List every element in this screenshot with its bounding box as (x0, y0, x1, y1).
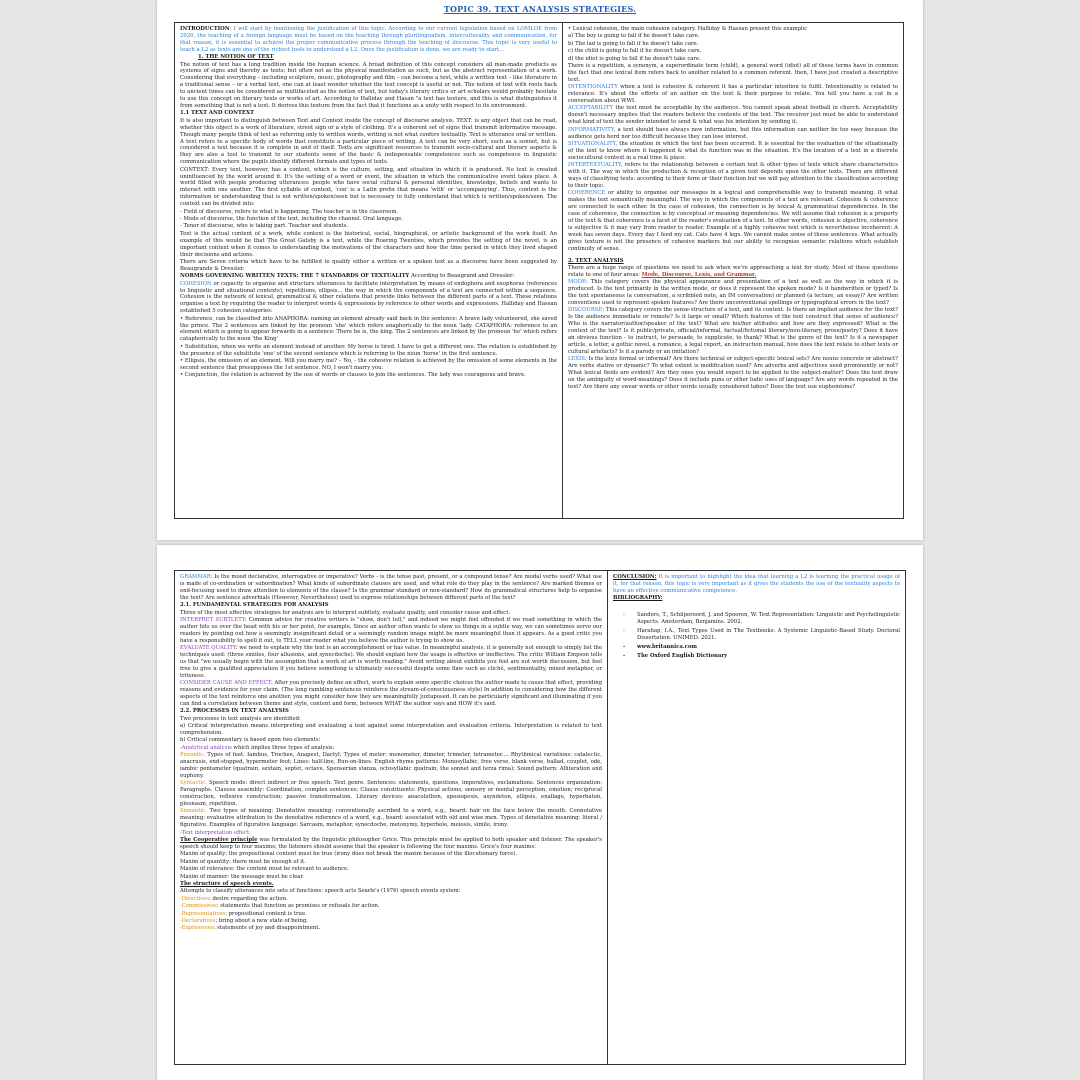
bibliography-item: - The Oxford English Dictionary (613, 653, 900, 660)
interpret-paragraph: INTERPRET SUBTLETY: Common advice for creative writers is "show, don't tell," and indeed we might feel offended if we read something in which the author hits us over the head with his or her point, for example. Since an author often wants to show us things in a subtle way, we can sometimes serve our readers by pointing out how a seemingly insignificant detail or a seemingly random image might be more meaningful than it appears. As a good critic you have a responsibility to spell it out, to TELL your reader what you believe the author is trying to show us. (180, 616, 603, 644)
introduction-paragraph: INTRODUCTION: I will start by mentioning the justification of this topic. According to our current legislation based on LOMLOE from 2020, the teaching of a foreign language must be based on the teaching through plurilingualism, interculturality and communication, for that reason, it is essential to achieve the proper communicative process through the teaching of discourse. This topic is very useful to teach a L2 as texts are one of the richest tools to understand a L2. Once the justification is done, we are ready to start... (180, 26, 557, 53)
section-heading: 1.1 TEXT AND CONTEXT (180, 110, 255, 117)
section-heading: 2. TEXT ANALYSIS (568, 257, 624, 264)
intertextuality-paragraph: INTERTEXTUALITY, refers to the relationship between a certain text & other types of texts which share characteristics with it. The way in which the production & reception of a given text depends upon the other texts. There are different ways of classifying texts: according to their form or their function but we will pay attention to the classification according to their topic. (568, 162, 898, 189)
document-page-2 (157, 545, 923, 1080)
discourse-paragraph: DISCOURSE: This category covers the sense-structure of a text, and its context. Is there an implied audience for the text? Is the audience immediate or remote? Is it large or small? Which features of the text construct that sense of audience? Who is the narrator/author/speaker of the text? What are his/her attitudes and how are they expressed? What is the context of the text? Is it public/private, official/informal, factual/fictional literary/non-literary, prose/poetry? Does it have an obvious function - to instruct, to persuade, to supplicate, to thank? What is the genre of the text? Is it a newspaper article, a letter, a gothic novel, a romance, a legal report, an instruction manual, how does the text relate to other texts or cultural artefacts? Is it a parody or an imitation? (568, 307, 898, 355)
bibliography-item: - www.britannica.com (613, 644, 900, 651)
paragraph: The notion of text has a long tradition inside the human science. A broad definition of this concept considers all man-made products as systems of signs and thereby as texts; but often not as the physical manifestation as such, but as the abstract representation of a work. Considering that everything – including sculpture, music, photography and film – can become a text, while a written text – like literature in a traditional sense – or a verbal text, one can at least wonder whether the text concept is useful or not. The notion of text with roots back to ancient times can be considered as multifaceted as the notion of text, but today's literary critics or art scholars would probably hesitate to use this concept on literary texts or works of art. According to Halliday and Hasan "a text has texture, and this is what distinguishes it from something that is not a text. It derives this texture from the fact that it functions as a unity with respect to its environment. (180, 61, 557, 109)
list-item: Maxim of quantity: there must be enough of it. (180, 858, 306, 865)
list-item: Maxim of manner: the message must be clear. (180, 873, 305, 880)
informativity-paragraph: INFORMATIVITY, a text should have always new information, but this information can neither be too easy because the audience gets bord nor too difficult because they can lose interest. (568, 126, 898, 140)
list-item: -Declaratives: bring about a new state of being. (180, 918, 308, 924)
list-item: • Reference, can be classified into ANAPHORA: naming an element already said back in the sentence: A brave lady volunteered, she saved the prince. The 2 sentences are linked by the pronoun 'she' which refers anaphorically to the noun 'lady. CATAPHORA: reference to an element which is going to appear forwards in a sentence: There he is, the king. The 2 sentences are linked by the pronoun 'he' which refers cataphorically to the noun 'the King' (180, 315, 557, 343)
section-heading: 1. THE NOTION OF TEXT (198, 54, 274, 61)
list-item: -Expressives: statements of joy and disappointment. (180, 925, 321, 932)
page-title: TOPIC 39. TEXT ANALYSIS STRATEGIES. (443, 4, 637, 14)
paragraph: There is a repetition, a synonym, a superordinate term (child), a general word (idiot) all of these terms have in common the fact that one lexical item refers back to another related to a common referent. then, I have just created a descriptive text. (568, 63, 898, 83)
section-heading: 2.2. PROCESSES IN TEXT ANALYSIS (180, 708, 289, 715)
list-item: -Directives: desire regarding the action. (180, 895, 288, 902)
list-item: - Mode of discourse, the function of the text, including the channel. Oral language. (180, 215, 403, 222)
cooperative-paragraph: The Cooperative principle was formulated by the linguistic philosopher Grice. This principle must be applied to both speaker and listener. The speaker's speech should keep to four maxims; the listeners should assume that the speaker is following the four maxims. Grice's four maxims: (180, 837, 602, 850)
example-line: d) the idiot is going to fall if he doesn't take care. (568, 55, 701, 62)
coherence-paragraph: COHERENCE or ability to organise our messages in a logical and comprehensible way to transmit meaning. It what makes the text semantically meaningful. The way in which the components of a text are relevant. Cohesion & coherence are connected to each other. In the case of cohesion, the connection is by lexical & grammatical dependencies. In the case of coherence, the connection is by conceptual or meaning dependencies. We will assume that cohesion is a property of the text & that coherence is a facet of the reader's evaluation of a text. In other words, cohesion is objective, coherence is subjective & it may vary from reader to reader. Example of a highly cohesive text which is nevertheless incoherent: A week has seven days. Every day I feed my cat. Cats have 4 legs. We cannot make sense of these sentences. What actually gives texture is not the presence of cohesive markers but our ability to recognise semantic relations which establish continuity of sense. (568, 190, 898, 252)
list-item: Maxim of relevance: the content must be relevant to audience. (180, 866, 349, 873)
list-item: - Tenor of discourse, who is taking part. Teacher and students. (180, 223, 349, 230)
paragraph: Text is the actual content of a work, while context is the historical, social, biographical, or artistic background of the work itself. An example of this would be that The Great Gatsby is a text, while the Roaring Twenties, which provides the setting of the novel, is an important context when it comes to understanding the motivations of the characters and how the time period in which they lived shaped their decisions and actions. (180, 230, 557, 258)
left-column (174, 22, 563, 519)
bibliography-heading: BIBLIOGRAPHY: (613, 595, 663, 602)
text-interpretation-label: -Text interpretation effect. (180, 829, 251, 836)
paragraph: Two processes in text analysis are identified: (180, 715, 301, 722)
cause-paragraph: CONSIDER CAUSE AND EFFECT: After you precisely define an effect, work to explain some specific choices the author made to cause that effect, providing reasons and evidence for your claim. (The long rambling sentences reinforce the stream-of-consciousness style) In addition to considering how the different aspects of the text reinforce one another, you might consider how they are meaningfully juxtaposed. It can be particularly significant and illuminating if you can find a correlation between theme and style, content and form, between WHAT the author says and HOW it's said. (180, 680, 602, 707)
evaluate-paragraph: EVALUATE QUALITY: we need to explain why the text is an accomplishment or has value. In meaningful analysis, it is generally not enough to simply list the techniques used: (three similes, four allusions, and synecdoche). We should explain how the usage is effective or ineffective. The critic William Empson tells us that "we usually begin with the assumption that a work of art is worth reading." Avoid writing about exhibits you feel are not worth discussion, but feel free to give a qualified appreciation if you believe something is ultimately successful despite some flaw such as cliché, sentimentality, mixed metaphor, or triteness. (180, 645, 602, 679)
intentionality-paragraph: INTENTIONALITY when a text is cohesive & coherent it has a particular intention to fulfil. Intentionality is related to relevance. It's about the efforts of an author on the text & their purpose to relate. You tell you have a cat in a conversation about WWI. (568, 84, 898, 105)
list-item: -Commissives: statements that function as promises or refusals for action. (180, 903, 380, 910)
bibliography-item: - Harahap, I.A., Text Types Used in The Textbooks: A Systemic Linguistic-Based Study. Doctoral Dissertation. UNIMED. 2021. (613, 628, 900, 642)
left-column (174, 570, 608, 1065)
list-item: • Conjunction, the relation is achieved by the use of words or clauses to join the sentences. The lady was courageous and brave. (180, 372, 526, 379)
paragraph: There are Seven criteria which have to be fulfilled to qualify either a written or a spoken text as a discourse have been suggested by Beaugrande & Dressler. (180, 258, 557, 272)
list-item: - Field of discourse, refers to what is happening. The teacher is in the classroom. (180, 208, 399, 215)
analytical-line: -Analytical analysis which implies three types of analysis: (180, 744, 335, 751)
list-item: -Representatives: propositional content is true. (180, 910, 307, 917)
paragraph: b) Critical commentary is based upon two elements: (180, 737, 321, 744)
bibliography-item: - Sanders, T., Schilperoord, J. and Spooren, W. Text Representation: Linguistic and Psycholinguistic Aspects. Amsterdam, Benjamins. 2002. (613, 612, 900, 626)
paragraph: Three of the most effective strategies for analysis are to interpret subtlety, evaluate quality, and consider cause and effect. (180, 609, 511, 616)
list-item: • Lexical cohesion, the main cohesion category. Halliday & Hassan present this example: (568, 26, 808, 32)
right-column (562, 22, 904, 519)
document-page-1 (157, 0, 923, 540)
paragraph: Attempts to classify utterances into sets of functions: speech acts Searle's (1976) speech events system: (180, 888, 461, 895)
mode-paragraph: MODE: This category covers the physical appearance and presentation of a text as well as the way in which it is produced. Is the text primarily in the written mode, or does it represent the spoken mode? Is it handwritten or typed? Is the text spontaneous (a conversation, a scribbled note, an IM conversation) or planned (a lecture, an essay)? Are written conventions used to represent spoken features? Are there unconventional spellings or typographical errors in the text? (568, 279, 898, 306)
section-heading: The structure of speech events. (180, 880, 274, 887)
list-item: • Substitution, when we write an element instead of another. My horse is tired. I have to get a different one. The relation is established by the presence of the substitute 'one' of the second sentence which is referring to the noun 'horse' in the first sentence. (180, 343, 557, 357)
situationality-paragraph: SITUATIONALITY, the situation in which the text has been occurred. It is essential for the evaluation of the situationally of the text to know where it happened & what its function was in the situation. It's the location of a text in a discrete sociocultural context in a real time & place. (568, 141, 898, 161)
norms-heading: NORMS GOVERNING WRITTEN TEXTS: THE 7 STANDARDS OF TEXTUALITY According to Beaugrand and Dressler: (180, 273, 515, 280)
conclusion-paragraph: CONCLUSION: It is important to highlight the idea that learning a L2 is learning the practical usage of it, for that reason, this topic is very important as it gives the students the use of the textuality aspects to have an effective communicative competence. (613, 574, 900, 594)
acceptability-paragraph: ACCEPTABILITY the text must be acceptable by the audience. You cannot speak about football in church. Acceptability doesn't necessary implies that the readers believe the contents of the text. The receiver just must be able to understand what kind of text the sender intended to send & what was his intention by sending it. (568, 105, 898, 126)
cohesion-paragraph: COHESION or capacity to organise and structure utterances to facilitate interpretation by means of endophora and exophoras (references to linguistic and situational contexts), repetitions, ellipsis... the way in which the components of a text are connected within a sequence. Cohesion is the network of lexical, grammatical & other relations that provide links between the different parts of a text. These relations organise a text by requiring the reader to interpret words & expressions by reference to other words and expressions. Halliday and Hassan established 5 cohesion categories: (180, 280, 557, 315)
list-item: • Ellipsis, the omission of an element. Will you marry me? – No, - the cohesive relation is achieved by the omission of some elements in the second sentence that presupposes the 1st sentence. NO, I won't marry you. (180, 358, 557, 371)
syntactic-paragraph: Syntactic. Speech mode: direct indirect or free speech. Text genre. Sentences: statements, questions, imperatives, exclamations. Sentences organization: Paragraphs. Clauses assembly: Coordination, complex sentences; Clause constituents: Physical actions, sensory or mental perception, emotion; reciprocal construction, reflexive construction; passive transformation. Literary devices: anacoluthon, aposiopesis, asyndeton, ellipsis, enallage, hyperbaton, pleonasm, repetition. (180, 780, 602, 807)
grammar-paragraph: GRAMMAR: Is the mood declarative, interrogative or imperative? Verbs - is the tense past, present, or a compound tense? Are modal verbs used? What use is made of co-ordination or subordination? What kinds of subordinate clauses are used, and what role do they play in the sentence? Are marked themes or end-focusing used to draw attention to elements of the clause? Is the grammar standard or non-standard? How do grammatical structures help to organise the text? Are sentence adverbials (However, Nevertheless) used to express relationships between different parts of the text? (180, 574, 602, 601)
example-line: a) The boy is going to fall if he doesn't take care. (568, 33, 700, 40)
example-line: c) the child is going to fall if he doesn't take care. (568, 48, 702, 55)
lexis-paragraph: LEXIS: Is the lexis formal or informal? Are there technical or subject-specific lexical sets? Are nouns concrete or abstract? Are verbs stative or dynamic? To what extent is modification used? Are adverbs and adjectives used prominently or not? What lexical fields are evident? Are they ones you would expect to be applied to the subject-matter? Does the text draw on the ambiguity of word-meanings? Does it include puns or other ludic uses of language? Are any words repeated in the text? Are there any swear words or other words usually considered taboo? Does the text use euphemisms? (568, 356, 898, 390)
text-analysis-intro: There are a huge range of questions we need to ask when we're approaching a text for study. Most of these questions relate to one of four areas: Mode, Discourse, Lexis, and Grammar. (568, 264, 898, 278)
bibliography-list (613, 612, 900, 659)
semantic-paragraph: Semantic. Two types of meaning: Denotative meaning: conventionally ascribed to a word, e.g., beard: hair on the face below the mouth. Connotative meaning: evaluative attribution to the denotative reference of a word, e.g., beard: associated with old and wise men. Types of denotative meaning: literal / figurative. Examples of figurative language: Sarcasm, metaphor, synecdoche, metonymy, hyperbole, meiosis, simile, irony. (180, 808, 602, 829)
right-column (607, 570, 906, 1065)
section-heading: 2.1. FUNDAMENTAL STRATEGIES FOR ANALYSIS (180, 602, 329, 609)
list-item: Maxim of quality: the propositional content must be true (irony does not break the maxim because of the illocutionary force). (180, 851, 518, 858)
paragraph: CONTEXT: Every text, however, has a context, which is the culture, setting, and situation in which it is produced. No text is created uninfluenced by the world around it. It's the setting of a word or event, the situation in which the communicative event takes place. A world filled with people producing utterances: people who have social cultural & personal identities, knowledge, beliefs and wants to interact with one another. The first syllable of context, 'con' is a Latin prefix that means 'with' or 'accompanying'. Thus, context is the information or understanding that is not written/spoken/seen but is necessary to fully understand that which is written/spoken/seen. The context can be divided into: (180, 166, 557, 208)
paragraph: It is also important to distinguish between Text and Context inside the concept of discourse analysis. TEXT: is any object that can be read, whether this object is a work of literature, street sign or a style of clothing. It's a coherent set of signs that transmit informative message. Though many people think of text as referring only to written words, writing is not what confers textuality. Text is utterance oral or written. A text refers to a specific body of words that constitute a particular piece of writing. A text can be very short, such as a sonnet, but is considered a text because it is complete in and of itself. Texts are significant resources to transmit socio-cultural and literary aspects & they are also a tool to transmit to our students some of the basic & indispensable competences such as competence in linguistic communication where the pupils identify different formats and types of texts. (180, 117, 557, 166)
prosodic-paragraph: Prosodic: Types of feet: Iambus, Trochee, Anapest, Dactyl; Types of meter: monometer, dimeter, trimeter, tetrameter.... Rhythmical variations: catalectic, anacrusis, end-stopped, hypermeter foot; Lines: half-line, Run-on-lines. English rhyme patterns: Monosyllabic, free verse, blank verse, ballad, couplet, ode, iambic pentameter (quatrain, sextain, septet, octave, Spenserian stanza, octosyllabic quatrain, the sonnet and terza rima); Sound pattern: Alliteration and euphony. (180, 752, 602, 779)
example-line: b) The lad is going to fall if he doesn't take care. (568, 40, 699, 47)
paragraph: a) Critical interpretation means interpreting and evaluating a text against some interpretation and evaluation criteria. Interpretation is related to text comprehension. (180, 723, 602, 736)
